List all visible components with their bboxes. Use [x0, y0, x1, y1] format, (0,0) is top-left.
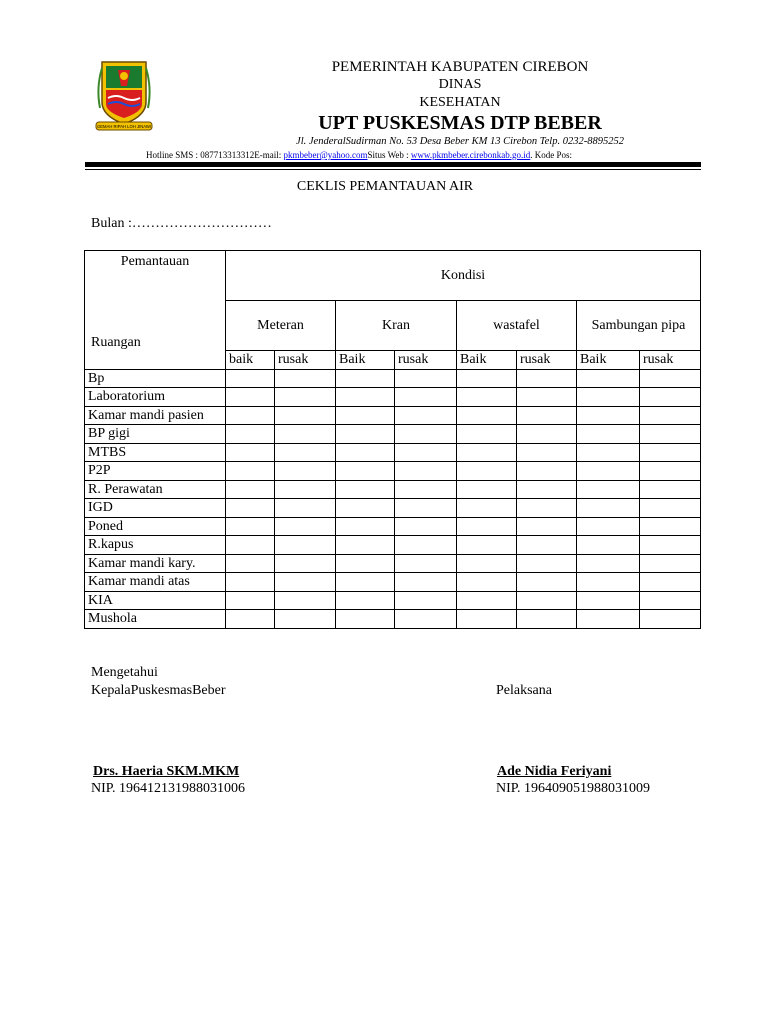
hotline-text: Hotline SMS : 087713313312 [146, 150, 255, 160]
check-cell[interactable] [640, 369, 701, 388]
check-cell[interactable] [577, 480, 640, 499]
check-cell[interactable] [517, 591, 577, 610]
check-cell[interactable] [640, 517, 701, 536]
check-cell[interactable] [640, 573, 701, 592]
check-cell[interactable] [226, 388, 275, 407]
check-cell[interactable] [226, 591, 275, 610]
room-name: MTBS [85, 443, 226, 462]
check-cell[interactable] [517, 480, 577, 499]
check-cell[interactable] [395, 425, 457, 444]
check-cell[interactable] [275, 406, 336, 425]
check-cell[interactable] [577, 554, 640, 573]
check-cell[interactable] [226, 443, 275, 462]
check-cell[interactable] [517, 462, 577, 481]
check-cell[interactable] [457, 406, 517, 425]
check-cell[interactable] [457, 554, 517, 573]
document-title: CEKLIS PEMANTAUAN AIR [296, 179, 474, 194]
pelaksana-label: Pelaksana [496, 683, 552, 698]
check-cell[interactable] [577, 536, 640, 555]
subcol-header: rusak [517, 351, 577, 370]
check-cell[interactable] [640, 388, 701, 407]
table-row [85, 480, 701, 499]
check-cell[interactable] [640, 480, 701, 499]
check-cell[interactable] [395, 554, 457, 573]
check-cell[interactable] [457, 388, 517, 407]
table-row [85, 388, 701, 407]
check-cell[interactable] [336, 591, 395, 610]
check-cell[interactable] [517, 536, 577, 555]
table-row [85, 406, 701, 425]
table-row [85, 573, 701, 592]
kondisi-header: Kondisi [226, 251, 701, 301]
table-row [85, 369, 701, 388]
check-cell[interactable] [457, 610, 517, 629]
check-cell[interactable] [517, 499, 577, 518]
check-cell[interactable] [577, 517, 640, 536]
check-cell[interactable] [275, 554, 336, 573]
web-label: Situs Web : [367, 150, 411, 160]
check-cell[interactable] [457, 591, 517, 610]
check-cell[interactable] [517, 443, 577, 462]
check-cell[interactable] [395, 591, 457, 610]
check-cell[interactable] [226, 573, 275, 592]
check-cell[interactable] [395, 573, 457, 592]
check-cell[interactable] [457, 517, 517, 536]
check-cell[interactable] [226, 536, 275, 555]
check-cell[interactable] [577, 499, 640, 518]
check-cell[interactable] [336, 573, 395, 592]
check-cell[interactable] [640, 554, 701, 573]
check-cell[interactable] [457, 480, 517, 499]
header-divider-thin [85, 169, 701, 170]
check-cell[interactable] [395, 517, 457, 536]
check-cell[interactable] [517, 610, 577, 629]
check-cell[interactable] [395, 406, 457, 425]
table-row [85, 591, 701, 610]
left-signatory-name: Drs. Haeria SKM.MKM [93, 764, 240, 779]
check-cell[interactable] [640, 610, 701, 629]
check-cell[interactable] [395, 443, 457, 462]
subcol-header: rusak [395, 351, 457, 370]
subcol-header: rusak [275, 351, 336, 370]
check-cell[interactable] [640, 462, 701, 481]
check-cell[interactable] [336, 536, 395, 555]
check-cell[interactable] [457, 425, 517, 444]
room-name: Mushola [85, 610, 226, 629]
check-cell[interactable] [226, 499, 275, 518]
check-cell[interactable] [395, 536, 457, 555]
header-kesehatan: KESEHATAN [419, 95, 501, 110]
logo-motto-text: GEMAH RIPAH LOH JINAWI [97, 124, 151, 130]
header-divider-thick [85, 162, 701, 167]
check-cell[interactable] [457, 443, 517, 462]
check-cell[interactable] [275, 610, 336, 629]
check-cell[interactable] [275, 480, 336, 499]
left-signatory-nip: NIP. 196412131988031006 [91, 781, 246, 796]
check-cell[interactable] [640, 536, 701, 555]
check-cell[interactable] [577, 369, 640, 388]
header-dinas: DINAS [438, 77, 482, 92]
email-link[interactable]: pkmbeber@yahoo.com [283, 150, 368, 160]
check-cell[interactable] [226, 425, 275, 444]
check-cell[interactable] [336, 517, 395, 536]
room-name: IGD [85, 499, 226, 518]
check-cell[interactable] [517, 369, 577, 388]
check-cell[interactable] [336, 610, 395, 629]
check-cell[interactable] [226, 517, 275, 536]
subcol-header: Baik [336, 351, 395, 370]
web-link[interactable]: www.pkmbeber.cirebonkab.go.id [410, 150, 531, 160]
table-row [85, 499, 701, 518]
room-name: Poned [85, 517, 226, 536]
check-cell[interactable] [517, 425, 577, 444]
check-cell[interactable] [275, 591, 336, 610]
header-contact [146, 150, 768, 160]
check-cell[interactable] [226, 406, 275, 425]
room-name: Laboratorium [85, 388, 226, 407]
right-signatory-nip: NIP. 196409051988031009 [496, 781, 651, 796]
room-name: Kamar mandi pasien [85, 406, 226, 425]
check-cell[interactable] [275, 517, 336, 536]
subcol-header: rusak [640, 351, 701, 370]
check-cell[interactable] [336, 554, 395, 573]
corner-ruangan: Ruangan [91, 335, 141, 350]
subcol-header: baik [226, 351, 275, 370]
check-cell[interactable] [517, 573, 577, 592]
check-cell[interactable] [457, 573, 517, 592]
check-cell[interactable] [395, 462, 457, 481]
room-name: Kamar mandi atas [85, 573, 226, 592]
check-cell[interactable] [336, 369, 395, 388]
check-cell[interactable] [577, 610, 640, 629]
subcol-header: Baik [577, 351, 640, 370]
table-corner-header [85, 251, 226, 370]
check-cell[interactable] [226, 554, 275, 573]
check-cell[interactable] [457, 499, 517, 518]
table-row [85, 536, 701, 555]
header-address: Jl. JenderalSudirman No. 53 Desa Beber KM 13 Cirebon Telp. 0232-8895252 [296, 136, 624, 147]
check-cell[interactable] [577, 591, 640, 610]
room-name: Kamar mandi kary. [85, 554, 226, 573]
check-cell[interactable] [517, 554, 577, 573]
check-cell[interactable] [577, 462, 640, 481]
kepala-label: KepalaPuskesmasBeber [91, 683, 226, 698]
room-name: BP gigi [85, 425, 226, 444]
header-government: PEMERINTAH KABUPATEN CIREBON [331, 59, 589, 75]
postal-text: . Kode Pos: [530, 150, 573, 160]
check-cell[interactable] [275, 536, 336, 555]
check-cell[interactable] [577, 573, 640, 592]
email-label: E-mail: [254, 150, 284, 160]
check-cell[interactable] [395, 388, 457, 407]
room-name: R. Perawatan [85, 480, 226, 499]
check-cell[interactable] [395, 610, 457, 629]
check-cell[interactable] [517, 517, 577, 536]
check-cell[interactable] [640, 406, 701, 425]
check-cell[interactable] [457, 369, 517, 388]
check-cell[interactable] [457, 462, 517, 481]
cirebon-emblem-logo [94, 58, 154, 134]
room-name: KIA [85, 591, 226, 610]
check-cell[interactable] [577, 406, 640, 425]
check-cell[interactable] [336, 443, 395, 462]
check-cell[interactable] [517, 406, 577, 425]
check-cell[interactable] [640, 499, 701, 518]
check-cell[interactable] [640, 591, 701, 610]
check-cell[interactable] [640, 443, 701, 462]
mengetahui-label: Mengetahui [91, 665, 158, 680]
table-row [85, 610, 701, 629]
check-cell[interactable] [640, 425, 701, 444]
room-name: Bp [85, 369, 226, 388]
check-cell[interactable] [275, 573, 336, 592]
room-name: R.kapus [85, 536, 226, 555]
table-row [85, 462, 701, 481]
group-header-wastafel: wastafel [457, 301, 577, 351]
check-cell[interactable] [577, 388, 640, 407]
group-header-sambungan-pipa: Sambungan pipa [577, 301, 701, 351]
check-cell[interactable] [395, 499, 457, 518]
check-cell[interactable] [275, 499, 336, 518]
corner-pemantauan: Pemantauan [120, 254, 190, 269]
table-row [85, 425, 701, 444]
check-cell[interactable] [336, 462, 395, 481]
check-cell[interactable] [336, 406, 395, 425]
group-header-kran: Kran [336, 301, 457, 351]
table-row [85, 443, 701, 462]
check-cell[interactable] [275, 369, 336, 388]
check-cell[interactable] [226, 369, 275, 388]
check-cell[interactable] [395, 369, 457, 388]
check-cell[interactable] [275, 443, 336, 462]
check-cell[interactable] [336, 388, 395, 407]
check-cell[interactable] [226, 480, 275, 499]
check-cell[interactable] [275, 462, 336, 481]
table-row [85, 554, 701, 573]
check-cell[interactable] [275, 425, 336, 444]
check-cell[interactable] [457, 536, 517, 555]
check-cell[interactable] [577, 443, 640, 462]
check-cell[interactable] [275, 388, 336, 407]
monitoring-table [84, 250, 701, 629]
subcol-header: Baik [457, 351, 517, 370]
month-field: Bulan :………………………… [91, 216, 272, 231]
check-cell[interactable] [336, 425, 395, 444]
check-cell[interactable] [226, 462, 275, 481]
check-cell[interactable] [577, 425, 640, 444]
right-signatory-name: Ade Nidia Feriyani [497, 764, 612, 779]
check-cell[interactable] [336, 480, 395, 499]
check-cell[interactable] [517, 388, 577, 407]
room-name: P2P [85, 462, 226, 481]
group-header-meteran: Meteran [226, 301, 336, 351]
table-row [85, 517, 701, 536]
check-cell[interactable] [336, 499, 395, 518]
check-cell[interactable] [226, 610, 275, 629]
check-cell[interactable] [395, 480, 457, 499]
header-organization: UPT PUSKESMAS DTP BEBER [318, 112, 602, 134]
